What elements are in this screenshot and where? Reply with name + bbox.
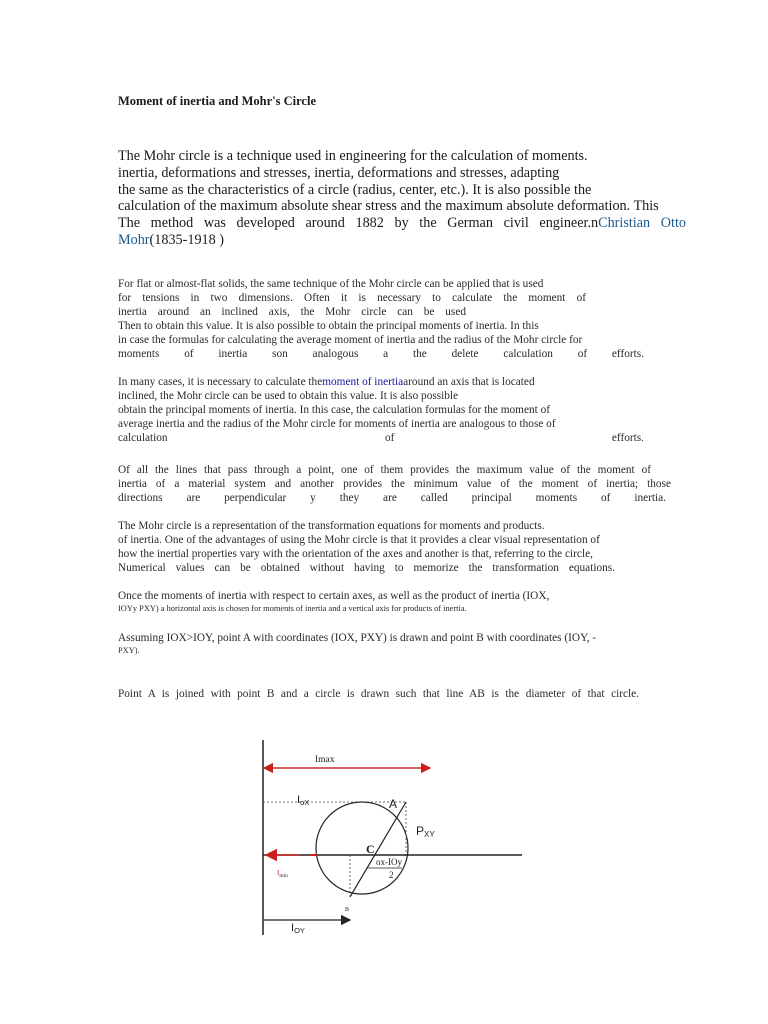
intro-line: calculation of the maximum absolute shear stress and the maximum absolute deformation. This: [118, 198, 659, 215]
paragraph-assuming: [118, 631, 666, 656]
intro-line: [118, 232, 686, 249]
para-line: Of all the lines that pass through a point, one of them provides the maximum value of the moment of: [118, 464, 651, 476]
para-line: calculation of efforts.: [118, 432, 644, 444]
para-text: In many cases, it is necessary to calculate the: [118, 376, 323, 388]
intro-line: the same as the characteristics of a circle (radius, center, etc.). It is also possible the: [118, 181, 592, 198]
intro-line: The Mohr circle is a technique used in engineering for the calculation of moments.: [118, 148, 588, 164]
label-ioy: IOY: [291, 922, 305, 935]
para-line: for tensions in two dimensions. Often it is necessary to calculate the moment of: [118, 292, 586, 304]
para-line: Point A is joined with point B and a circle is drawn such that line AB is the diameter of that circle.: [118, 688, 639, 700]
para-line: in case the formulas for calculating the average moment of inertia and the radius of the Mohr circle for: [118, 334, 583, 346]
label-imin: $I_{min}$: [277, 869, 288, 879]
para-line: of inertia. One of the advantages of using the Mohr circle is that it provides a clear visual representation of: [118, 534, 600, 546]
para-line: moments of inertia son analogous a the delete calculation of efforts.: [118, 348, 644, 360]
moment-of-inertia-link[interactable]: moment of inertia: [322, 376, 404, 388]
intro-line: [118, 215, 686, 232]
para-line: directions are perpendicular y they are called principal moments of inertia.: [118, 492, 666, 504]
para-line: [118, 375, 666, 389]
mohr-circle: [316, 802, 408, 894]
document-title: Moment of inertia and Mohr's Circle: [118, 94, 316, 108]
para-line: Assuming IOX>IOY, point A with coordinates (IOX, PXY) is drawn and point B with coordinates (IOY, -: [118, 632, 597, 644]
para-line: PXY).: [118, 646, 140, 655]
para-line: The Mohr circle is a representation of the transformation equations for moments and products.: [118, 520, 545, 532]
para-text: around an axis that is located: [403, 376, 535, 388]
label-frac-den: 2: [389, 870, 394, 880]
para-line: Once the moments of inertia with respect to certain axes, as well as the product of inertia (IOX,: [118, 590, 550, 602]
paragraph-inclined-axis: [118, 375, 666, 445]
para-line: inertia of a material system and another provides the minimum value of the moment of inertia; those: [118, 478, 671, 490]
paragraph-circle: [118, 687, 666, 701]
paragraph-principal-moments: [118, 463, 671, 505]
para-line: For flat or almost-flat solids, the same technique of the Mohr circle can be applied that is used: [118, 278, 544, 290]
para-line: IOYy PXY) a horizontal axis is chosen for moments of inertia and a vertical axis for products of inertia.: [118, 604, 467, 613]
para-line: inclined, the Mohr circle can be used to obtain this value. It is also possible: [118, 390, 459, 402]
label-pxy: PXY: [416, 824, 435, 839]
label-a: A: [389, 797, 398, 811]
para-line: inertia around an inclined axis, the Mohr circle can be used: [118, 306, 466, 318]
intro-dates: (1835-1918 ): [149, 231, 225, 248]
label-b: B: [345, 907, 350, 913]
label-c: C: [366, 842, 375, 856]
paragraph-flat-solids: [118, 277, 666, 361]
para-line: obtain the principal moments of inertia. In this case, the calculation formulas for the moment of: [118, 404, 550, 416]
para-line: Then to obtain this value. It is also possible to obtain the principal moments of inertia. In this: [118, 320, 539, 332]
para-line: average inertia and the radius of the Mohr circle for moments of inertia are analogous to those of: [118, 418, 556, 430]
mohr-name-link[interactable]: Christian Otto: [598, 215, 686, 232]
label-iox: IoX: [297, 794, 310, 807]
paragraph-representation: [118, 519, 666, 575]
mohr-circle-diagram: [250, 735, 530, 940]
para-line: how the inertial properties vary with the orientation of the axes and another is that, referring to the circle,: [118, 548, 593, 560]
label-imax: Imax: [315, 755, 335, 765]
intro-paragraph: [118, 148, 686, 249]
paragraph-axes: [118, 589, 666, 614]
para-line: Numerical values can be obtained without having to memorize the transformation equations.: [118, 562, 615, 574]
label-frac-num: ox-IOy: [376, 857, 402, 867]
diameter-ab: [350, 802, 406, 897]
mohr-surname-link[interactable]: Mohr: [118, 231, 150, 248]
intro-text: The method was developed around 1882 by the German civil engineer.n: [118, 215, 599, 232]
intro-line: inertia, deformations and stresses, inertia, deformations and stresses, adapting: [118, 164, 560, 181]
